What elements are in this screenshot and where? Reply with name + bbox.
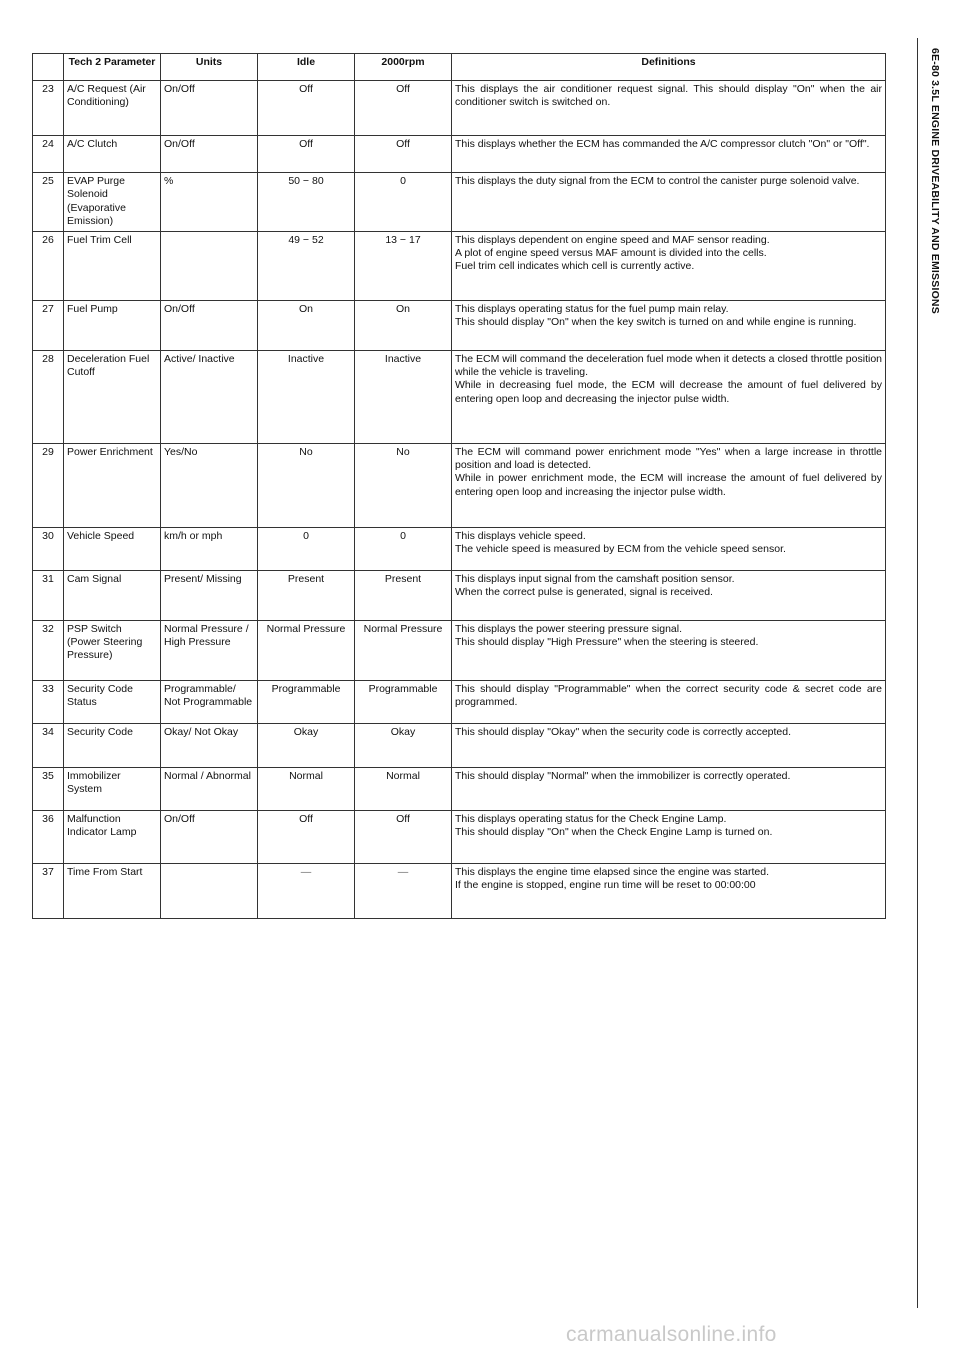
cell-definition <box>452 723 886 767</box>
table-row <box>33 723 886 767</box>
table-row <box>33 173 886 232</box>
cell-idle: 0 <box>258 527 355 570</box>
definition-line: This displays input signal from the camshaft position sensor. <box>455 572 735 585</box>
cell-2000rpm: 0 <box>355 173 452 232</box>
page-margin-rule <box>917 38 918 1308</box>
cell-2000rpm: Off <box>355 136 452 173</box>
cell-idle: Off <box>258 81 355 136</box>
definition-line: While in power enrichment mode, the ECM will increase the amount of fuel delivered by entering open loop and increasing the injector pulse width. <box>455 472 882 498</box>
cell-idle: Okay <box>258 723 355 767</box>
cell-2000rpm: Okay <box>355 723 452 767</box>
definition-line: The ECM will command the deceleration fuel mode when it detects a closed throttle position while the vehicle is traveling. <box>455 352 882 379</box>
definition-line: A plot of engine speed versus MAF amount is divided into the cells. <box>455 247 767 260</box>
cell-definition <box>452 350 886 443</box>
cell-2000rpm: 0 <box>355 527 452 570</box>
cell-parameter: EVAP Purge Solenoid (Evaporative Emission) <box>64 173 161 232</box>
table-row <box>33 350 886 443</box>
cell-idle: Inactive <box>258 350 355 443</box>
cell-2000rpm: On <box>355 300 452 350</box>
header-parameter: Tech 2 Parameter <box>64 54 161 81</box>
cell-2000rpm: No <box>355 443 452 527</box>
definition-line: This displays whether the ECM has commanded the A/C compressor clutch "On" or "Off". <box>455 138 870 150</box>
cell-definition <box>452 767 886 810</box>
cell-2000rpm: Normal <box>355 767 452 810</box>
cell-units: Programmable/ Not Programmable <box>161 680 258 723</box>
definition-line: This should display "Okay" when the security code is correctly accepted. <box>455 725 792 738</box>
cell-idle: Present <box>258 570 355 620</box>
cell-idle: On <box>258 300 355 350</box>
cell-number: 30 <box>33 527 64 570</box>
table-row <box>33 570 886 620</box>
header-idle: Idle <box>258 54 355 81</box>
cell-2000rpm: Normal Pressure <box>355 620 452 680</box>
definition-line: This displays the air conditioner request signal. This should display "On" when the air conditioner switch is switched on. <box>455 83 882 109</box>
definition-line: This should display "High Pressure" when the steering is steered. <box>455 636 759 649</box>
cell-number: 31 <box>33 570 64 620</box>
cell-units: Normal / Abnormal <box>161 767 258 810</box>
definition-line: This should display "Programmable" when the correct security code & secret code are programmed. <box>455 682 882 709</box>
cell-units <box>161 231 258 300</box>
table-row <box>33 527 886 570</box>
definition-line: The vehicle speed is measured by ECM from the vehicle speed sensor. <box>455 543 786 556</box>
cell-units: On/Off <box>161 810 258 863</box>
header-units: Units <box>161 54 258 81</box>
cell-units: Okay/ Not Okay <box>161 723 258 767</box>
cell-definition <box>452 173 886 232</box>
cell-parameter: Malfunction Indicator Lamp <box>64 810 161 863</box>
cell-number: 28 <box>33 350 64 443</box>
cell-definition <box>452 443 886 527</box>
table-row <box>33 136 886 173</box>
cell-idle: 50 − 80 <box>258 173 355 232</box>
table-row <box>33 767 886 810</box>
cell-units: Normal Pressure / High Pressure <box>161 620 258 680</box>
cell-number: 27 <box>33 300 64 350</box>
cell-number: 23 <box>33 81 64 136</box>
cell-number: 33 <box>33 680 64 723</box>
cell-idle: Off <box>258 810 355 863</box>
definition-line: This displays the power steering pressure signal. <box>455 622 683 635</box>
cell-parameter: A/C Request (Air Conditioning) <box>64 81 161 136</box>
table-row <box>33 810 886 863</box>
cell-units <box>161 863 258 918</box>
definition-line: This displays operating status for the fuel pump main relay. <box>455 302 729 315</box>
side-section-header: 6E-80 3.5L ENGINE DRIVEABILITY AND EMISSIONS <box>929 48 941 314</box>
table-row <box>33 443 886 527</box>
header-2000rpm: 2000rpm <box>355 54 452 81</box>
cell-definition <box>452 680 886 723</box>
cell-parameter: Fuel Pump <box>64 300 161 350</box>
cell-number: 32 <box>33 620 64 680</box>
cell-parameter: Immobilizer System <box>64 767 161 810</box>
cell-number: 35 <box>33 767 64 810</box>
cell-idle: No <box>258 443 355 527</box>
cell-units: km/h or mph <box>161 527 258 570</box>
cell-parameter: Power Enrichment <box>64 443 161 527</box>
table-row <box>33 81 886 136</box>
cell-idle: — <box>258 863 355 918</box>
cell-definition <box>452 527 886 570</box>
cell-definition <box>452 810 886 863</box>
table-row <box>33 680 886 723</box>
header-definitions: Definitions <box>452 54 886 81</box>
definition-line: When the correct pulse is generated, signal is received. <box>455 586 713 599</box>
cell-definition <box>452 136 886 173</box>
cell-idle: Normal Pressure <box>258 620 355 680</box>
cell-definition <box>452 863 886 918</box>
watermark: carmanualsonline.info <box>566 1323 777 1346</box>
header-number <box>33 54 64 81</box>
cell-idle: Programmable <box>258 680 355 723</box>
definition-line: This displays dependent on engine speed and MAF sensor reading. <box>455 233 770 246</box>
cell-units: On/Off <box>161 136 258 173</box>
cell-number: 24 <box>33 136 64 173</box>
cell-definition <box>452 81 886 136</box>
definition-line: This should display "On" when the key switch is turned on and while engine is running. <box>455 316 857 329</box>
definition-line: While in decreasing fuel mode, the ECM will decrease the amount of fuel delivered by entering open loop and decreasing the injector pulse width. <box>455 379 882 405</box>
tech2-parameter-table <box>32 53 886 919</box>
cell-definition <box>452 300 886 350</box>
cell-definition <box>452 570 886 620</box>
definition-line: This displays vehicle speed. <box>455 529 586 542</box>
table-row <box>33 231 886 300</box>
definition-line: If the engine is stopped, engine run time will be reset to 00:00:00 <box>455 879 756 892</box>
cell-2000rpm: Off <box>355 810 452 863</box>
cell-number: 26 <box>33 231 64 300</box>
cell-parameter: PSP Switch (Power Steering Pressure) <box>64 620 161 680</box>
definition-line: Fuel trim cell indicates which cell is currently active. <box>455 260 695 273</box>
cell-parameter: Time From Start <box>64 863 161 918</box>
definition-line: This should display "On" when the Check Engine Lamp is turned on. <box>455 826 773 839</box>
cell-number: 34 <box>33 723 64 767</box>
cell-2000rpm: Present <box>355 570 452 620</box>
definition-line: This displays the duty signal from the ECM to control the canister purge solenoid valve. <box>455 175 860 187</box>
cell-idle: Normal <box>258 767 355 810</box>
cell-2000rpm: — <box>355 863 452 918</box>
cell-parameter: Fuel Trim Cell <box>64 231 161 300</box>
cell-number: 36 <box>33 810 64 863</box>
cell-units: On/Off <box>161 81 258 136</box>
table-row <box>33 620 886 680</box>
cell-2000rpm: Inactive <box>355 350 452 443</box>
cell-units: On/Off <box>161 300 258 350</box>
cell-2000rpm: Programmable <box>355 680 452 723</box>
cell-parameter: Vehicle Speed <box>64 527 161 570</box>
cell-parameter: Cam Signal <box>64 570 161 620</box>
cell-number: 37 <box>33 863 64 918</box>
cell-number: 29 <box>33 443 64 527</box>
cell-definition <box>452 620 886 680</box>
definition-line: This should display "Normal" when the immobilizer is correctly operated. <box>455 769 791 782</box>
cell-units: % <box>161 173 258 232</box>
cell-2000rpm: 13 − 17 <box>355 231 452 300</box>
cell-number: 25 <box>33 173 64 232</box>
cell-idle: 49 − 52 <box>258 231 355 300</box>
cell-units: Yes/No <box>161 443 258 527</box>
table-header-row <box>33 54 886 81</box>
cell-parameter: Security Code Status <box>64 680 161 723</box>
cell-parameter: Security Code <box>64 723 161 767</box>
cell-units: Present/ Missing <box>161 570 258 620</box>
definition-line: The ECM will command power enrichment mode "Yes" when a large increase in throttle position and load is detected. <box>455 445 882 472</box>
cell-2000rpm: Off <box>355 81 452 136</box>
cell-units: Active/ Inactive <box>161 350 258 443</box>
definition-line: This displays operating status for the Check Engine Lamp. <box>455 812 727 825</box>
table-row <box>33 863 886 918</box>
cell-parameter: Deceleration Fuel Cutoff <box>64 350 161 443</box>
cell-parameter: A/C Clutch <box>64 136 161 173</box>
table-body <box>33 81 886 919</box>
cell-idle: Off <box>258 136 355 173</box>
table-row <box>33 300 886 350</box>
definition-line: This displays the engine time elapsed since the engine was started. <box>455 865 770 878</box>
cell-definition <box>452 231 886 300</box>
